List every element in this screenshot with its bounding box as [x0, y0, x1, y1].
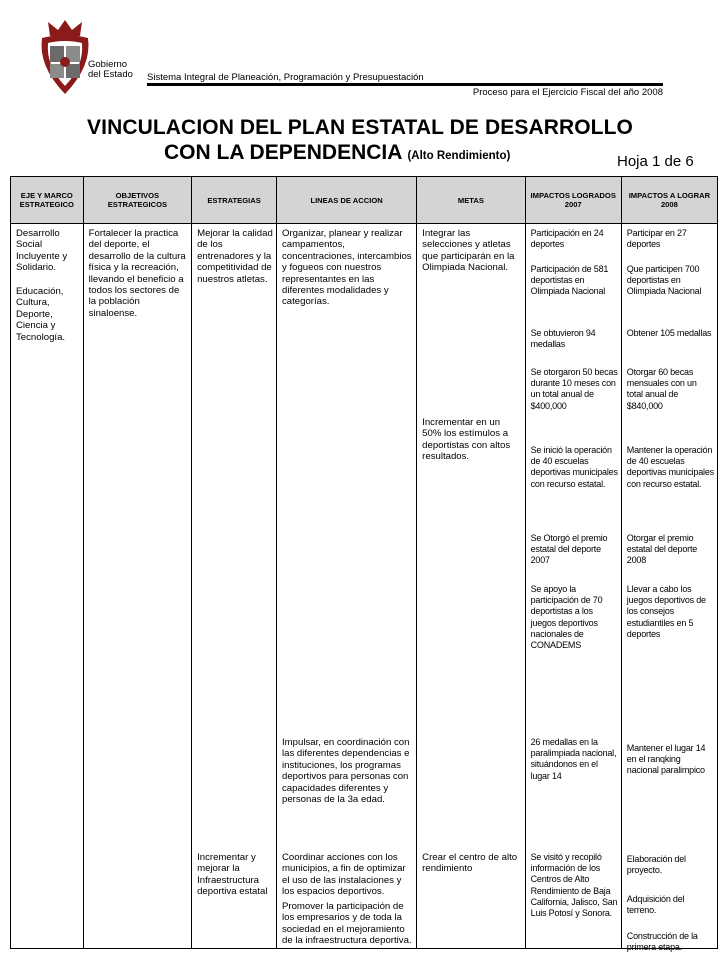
estrategia-text: Mejorar la calidad de los entrenadores y la competitividad de nuestros atletas.: [197, 228, 273, 285]
logrado-text: Se inició la operación de 40 escuelas deportivas municipales con recurso estatal.: [530, 445, 618, 489]
linea-text: Promover la participación de los empresarios y de toda la sociedad en el mejoramiento de la infraestructura deportiva.: [282, 901, 412, 947]
linea-text: Impulsar, en coordinación con las diferentes dependencias e instituciones, los programas deportivos para personas con capacidades diferentes y personas de la 3a edad.: [282, 737, 410, 806]
linea-text: Coordinar acciones con los municipios, a fin de optimizar el uso de las instalaciones y los espacios deportivos.: [282, 852, 406, 898]
objetivo-text: Fortalecer la practica del deporte, el desarrollo de la cultura física y la recreación, llevando el beneficio a todos los sectores de la población sinaloense.: [88, 228, 186, 319]
lograr-text: Mantener la operación de 40 escuelas deportivas municipales con recurso estatal.: [626, 445, 714, 489]
logrado-text: Se visitó y recopiló información de los Centros de Alto Rendimiento de Baja California, Jalisco, San Luis Potosí y Sonora.: [530, 852, 618, 919]
meta-text: Incrementar en un 50% los estímulos a deportistas con altos resultados.: [422, 417, 511, 463]
logrado-text: Participación en 24 deportes: [530, 228, 604, 250]
lograr-text: Mantener el lugar 14 en el ranqking nacional paralimpico: [626, 743, 706, 776]
vinculacion-table: [10, 176, 718, 953]
state-seal-logo: [36, 16, 94, 98]
lograr-cell: [621, 224, 717, 953]
proceso-label: Proceso para el Ejercicio Fiscal del año 2008: [472, 87, 663, 98]
page-title: VINCULACION DEL PLAN ESTATAL DE DESARROLLO: [87, 116, 633, 139]
column-header: ESTRATEGIAS: [192, 177, 277, 224]
estrategias-cell: [192, 224, 277, 949]
logrados-cell: [525, 224, 621, 949]
lograr-text: Otorgar el premio estatal del deporte 2008: [626, 533, 698, 566]
gobierno-label: Gobierno del Estado: [88, 59, 133, 80]
lograr-text: Otorgar 60 becas mensuales con un total anual de $840,000: [626, 367, 697, 411]
meta-text: Crear el centro de alto rendimiento: [422, 852, 518, 875]
lineas-cell: [277, 224, 417, 949]
objetivo-cell: [83, 224, 191, 949]
column-header: IMPACTOS LOGRADOS 2007: [525, 177, 621, 224]
lograr-text: Adquisición del terreno.: [626, 894, 685, 916]
estrategia-text: Incrementar y mejorar la Infraestructura deportiva estatal: [197, 852, 268, 898]
lograr-text: Obtener 105 medallas: [626, 328, 712, 338]
metas-cell: [417, 224, 525, 949]
lograr-text: Llevar a cabo los juegos deportivos de los consejos estudiantiles en 5 deportes: [626, 584, 706, 639]
header-rule: [147, 83, 663, 86]
linea-text: Organizar, planear y realizar campamentos, concentraciones, intercambios y fogueos con nuestros representantes en las diferentes modalidades y categorías.: [282, 228, 412, 308]
table-row: [11, 224, 718, 949]
logrado-text: 26 medallas en la paralimpiada nacional, situándonos en el lugar 14: [530, 737, 617, 781]
lograr-text: Participar en 27 deportes: [626, 228, 687, 250]
column-header: METAS: [417, 177, 525, 224]
column-header: IMPACTOS A LOGRAR 2008: [621, 177, 717, 224]
logrado-text: Se apoyo la participación de 70 deportistas a los juegos deportivos nacionales de CONADEMS: [530, 584, 603, 651]
lograr-text: Que participen 700 deportistas en Olimpiada Nacional: [626, 264, 702, 297]
lograr-text: Construcción de la primera etapa.: [626, 931, 698, 953]
logrado-text: Se otorgaron 50 becas durante 10 meses con un total anual de $400,000: [530, 367, 618, 411]
logrado-text: Se obtuvieron 94 medallas: [530, 328, 596, 350]
page-counter: Hoja 1 de 6: [617, 153, 694, 170]
eje-text: Educación, Cultura, Deporte, Ciencia y Tecnología.: [16, 286, 66, 343]
column-header: EJE Y MARCO ESTRATEGICO: [11, 177, 84, 224]
eje-cell: [11, 224, 84, 949]
sistema-label: Sistema Integral de Planeación, Programación y Presupuestación: [147, 72, 424, 83]
column-header: LINEAS DE ACCION: [277, 177, 417, 224]
page-title-line2: CON LA DEPENDENCIA (Alto Rendimiento): [164, 141, 511, 164]
logrado-text: Participación de 581 deportistas en Olimpiada Nacional: [530, 264, 609, 297]
eje-text: Desarrollo Social Incluyente y Solidario.: [16, 228, 68, 274]
table-header-row: [11, 177, 718, 224]
page-subtitle: (Alto Rendimiento): [407, 150, 511, 162]
meta-text: Integrar las selecciones y atletas que participarán en la Olimpiada Nacional.: [422, 228, 515, 274]
logrado-text: Se Otorgó el premio estatal del deporte 2007: [530, 533, 608, 566]
lograr-text: Elaboración del proyecto.: [626, 854, 686, 876]
column-header: OBJETIVOS ESTRATEGICOS: [83, 177, 191, 224]
